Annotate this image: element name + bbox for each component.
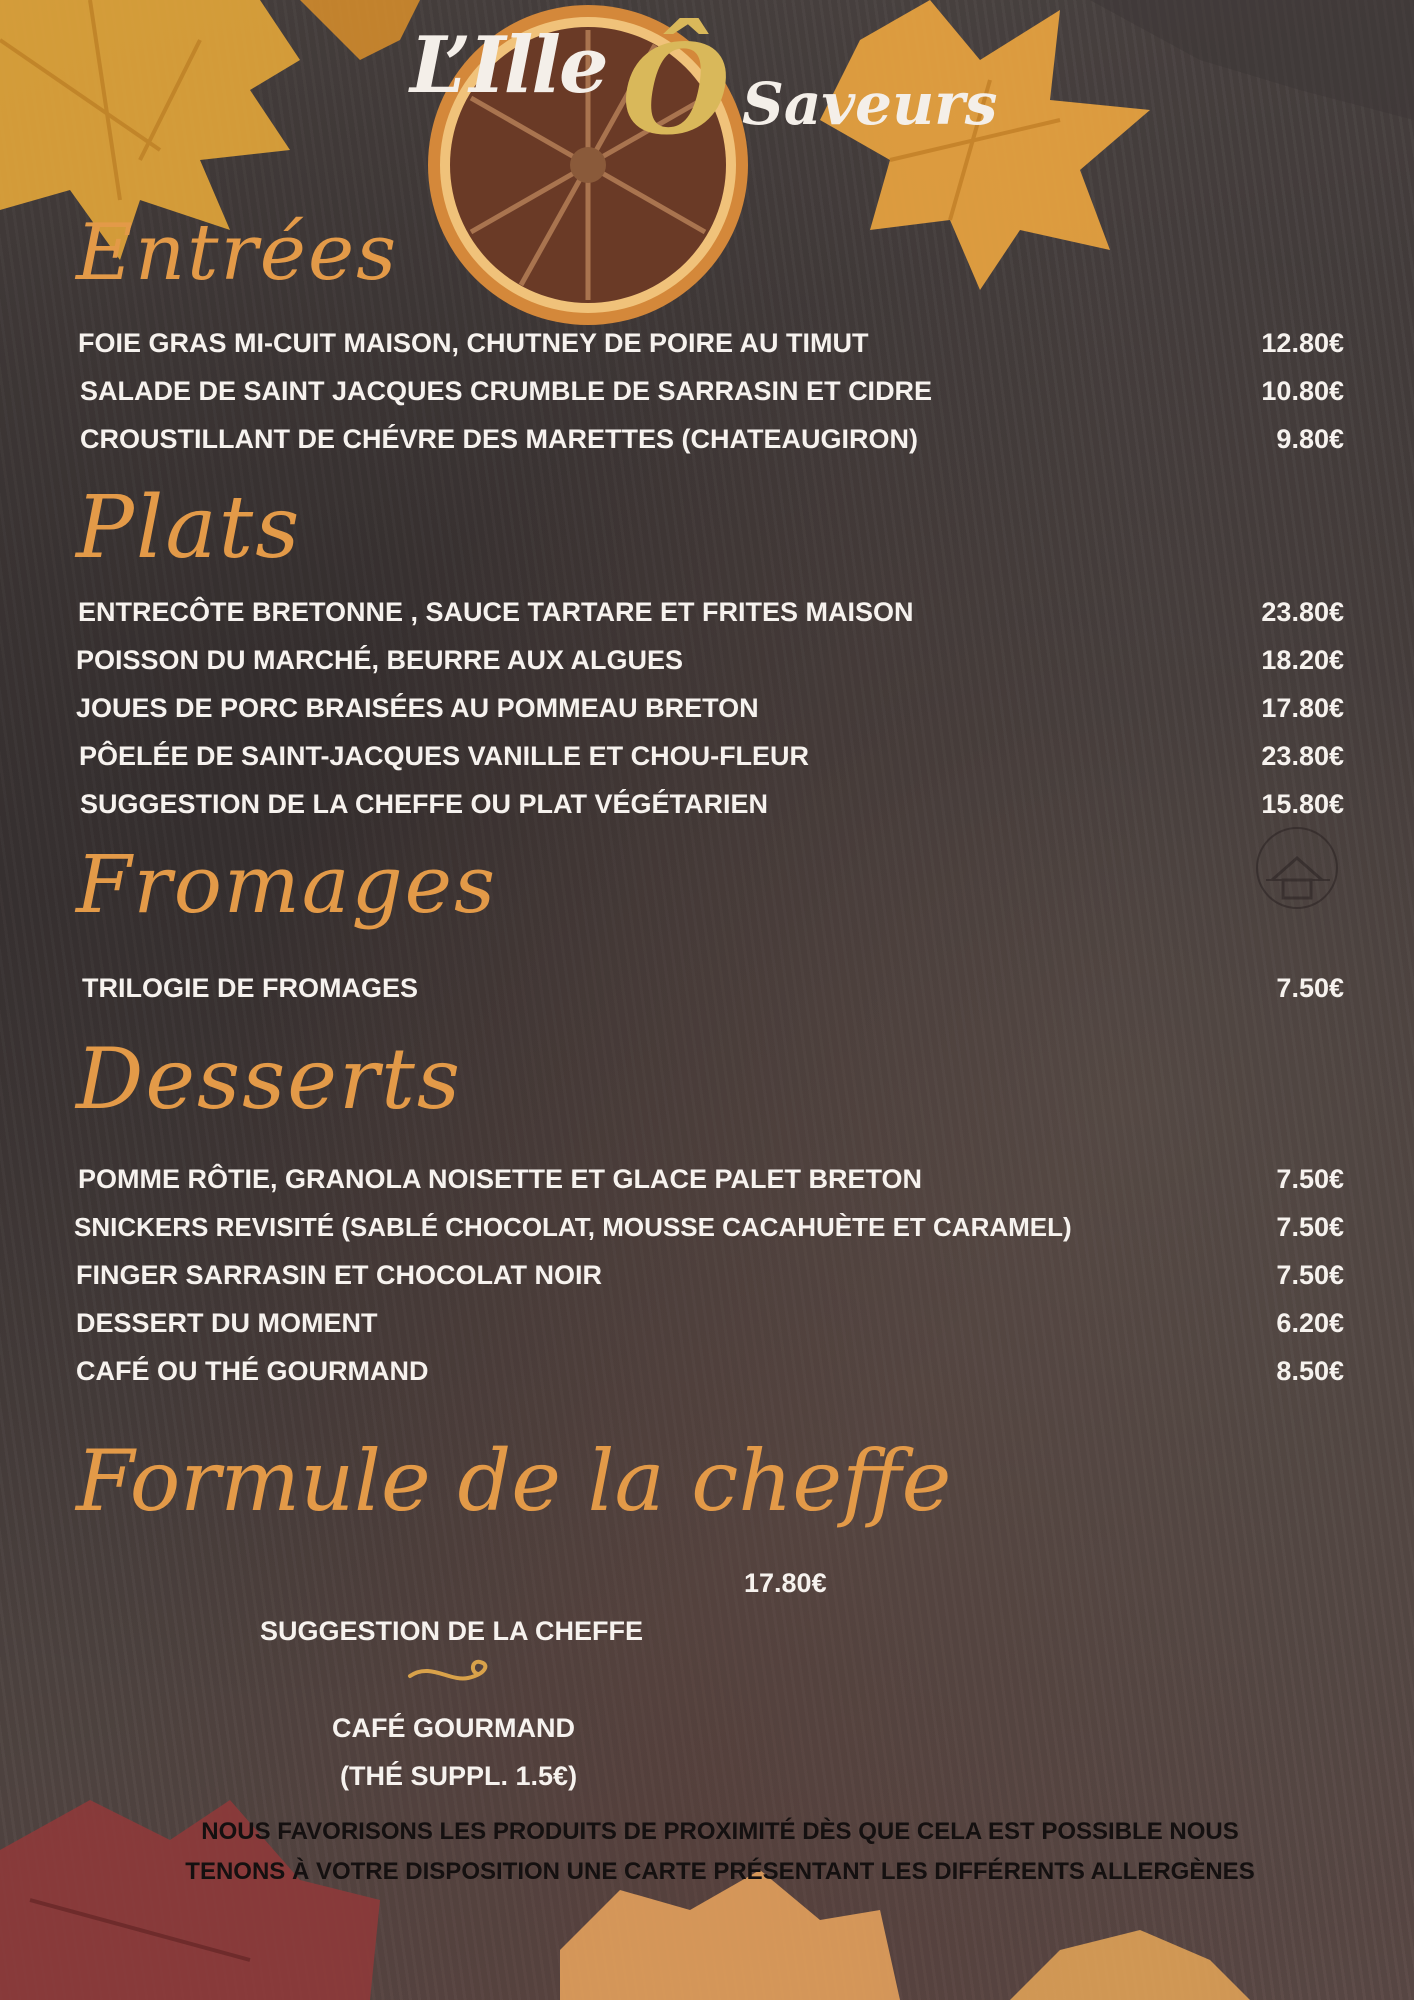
menu-item <box>74 645 1344 685</box>
menu-item-price: 18.20€ <box>1261 645 1344 675</box>
menu-item-name: JOUES DE PORC BRAISÉES AU POMMEAU BRETON <box>76 693 759 723</box>
menu-item <box>74 741 1344 781</box>
house-stamp-icon <box>1257 828 1337 908</box>
menu-item-name: ENTRECÔTE BRETONNE , SAUCE TARTARE ET FRITES MAISON <box>78 597 914 627</box>
menu-item-price: 23.80€ <box>1261 741 1344 771</box>
logo-text-saveurs: Saveurs <box>742 70 998 138</box>
menu-item-price: 12.80€ <box>1261 328 1344 358</box>
menu-item-price: 8.50€ <box>1276 1356 1344 1386</box>
menu-item <box>74 693 1344 733</box>
menu-item-price: 10.80€ <box>1261 376 1344 406</box>
footer-note-line-2: TENONS À VOTRE DISPOSITION UNE CARTE PRÉSENTANT LES DIFFÉRENTS ALLERGÈNES <box>185 1858 1255 1885</box>
menu-item-price: 15.80€ <box>1261 789 1344 819</box>
formule-line-cafe: CAFÉ GOURMAND <box>332 1713 575 1743</box>
menu-item <box>74 973 1344 1013</box>
logo-text-o: Ô <box>622 18 731 163</box>
menu-item <box>74 424 1344 464</box>
menu-item-price: 7.50€ <box>1276 973 1344 1003</box>
menu-item <box>74 1308 1344 1348</box>
autumn-leaf-icon <box>1090 0 1414 120</box>
formule-line-the-supplement: (THÉ SUPPL. 1.5€) <box>340 1761 578 1791</box>
menu-item <box>74 1164 1344 1204</box>
section-heading-desserts: Desserts <box>76 1030 463 1128</box>
menu-item-name: POMME RÔTIE, GRANOLA NOISETTE ET GLACE PALET BRETON <box>78 1164 923 1194</box>
menu-item-price: 7.50€ <box>1276 1212 1344 1242</box>
menu-item <box>74 1260 1344 1300</box>
section-heading-entrees: Entrées <box>76 208 399 298</box>
section-heading-formule: Formule de la cheffe <box>76 1432 952 1530</box>
menu-item <box>74 789 1344 829</box>
autumn-leaf-icon <box>300 0 420 60</box>
menu-item-name: POISSON DU MARCHÉ, BEURRE AUX ALGUES <box>76 645 684 675</box>
logo-text-lille: L’Ille <box>410 20 607 111</box>
menu-item-name: SALADE DE SAINT JACQUES CRUMBLE DE SARRASIN ET CIDRE <box>80 376 933 406</box>
autumn-leaf-icon <box>820 0 1150 290</box>
menu-item-name: FINGER SARRASIN ET CHOCOLAT NOIR <box>76 1260 602 1290</box>
menu-item-name: SUGGESTION DE LA CHEFFE OU PLAT VÉGÉTARIEN <box>80 789 769 819</box>
menu-item-name: FOIE GRAS MI-CUIT MAISON, CHUTNEY DE POIRE AU TIMUT <box>78 328 869 358</box>
section-heading-fromages: Fromages <box>76 838 498 931</box>
section-heading-plats: Plats <box>76 478 302 578</box>
menu-item-name: DESSERT DU MOMENT <box>76 1308 378 1338</box>
autumn-leaf-icon <box>1010 1930 1250 2000</box>
swirl-divider-icon <box>410 1662 485 1679</box>
menu-item-name: TRILOGIE DE FROMAGES <box>82 973 419 1003</box>
menu-item <box>74 597 1344 637</box>
menu-item-name: SNICKERS REVISITÉ (SABLÉ CHOCOLAT, MOUSSE CACAHUÈTE ET CARAMEL) <box>74 1212 1072 1242</box>
menu-item-price: 7.50€ <box>1276 1260 1344 1290</box>
menu-item <box>74 1212 1344 1252</box>
menu-item-price: 9.80€ <box>1276 424 1344 454</box>
menu-item-name: CROUSTILLANT DE CHÉVRE DES MARETTES (CHATEAUGIRON) <box>80 424 919 454</box>
formule-line-suggestion: SUGGESTION DE LA CHEFFE <box>260 1616 644 1646</box>
formule-price: 17.80€ <box>744 1568 827 1598</box>
menu-item-price: 6.20€ <box>1276 1308 1344 1338</box>
menu-item-price: 23.80€ <box>1261 597 1344 627</box>
menu-item <box>74 376 1344 416</box>
menu-item-price: 17.80€ <box>1261 693 1344 723</box>
menu-item-name: CAFÉ OU THÉ GOURMAND <box>76 1356 429 1386</box>
menu-item <box>74 1356 1344 1396</box>
menu-item-price: 7.50€ <box>1276 1164 1344 1194</box>
footer-note-line-1: NOUS FAVORISONS LES PRODUITS DE PROXIMITÉ DÈS QUE CELA EST POSSIBLE NOUS <box>201 1818 1239 1845</box>
menu-item-name: PÔELÉE DE SAINT-JACQUES VANILLE ET CHOU-FLEUR <box>79 741 810 771</box>
menu-item <box>74 328 1344 368</box>
autumn-leaf-icon <box>560 1870 900 2000</box>
